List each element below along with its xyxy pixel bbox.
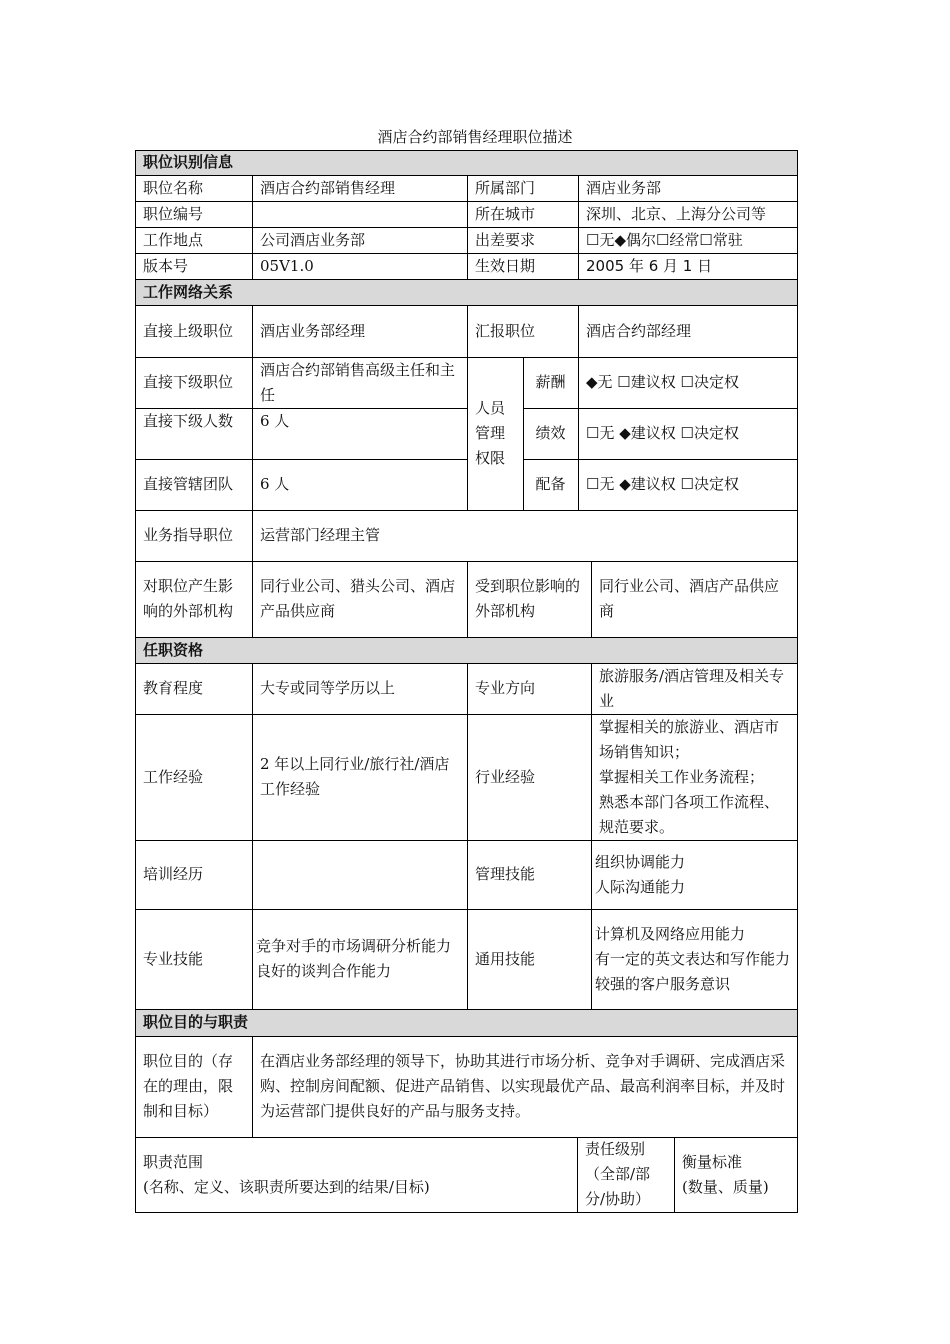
rule: [523, 357, 524, 510]
measure-sub: (数量、质量): [682, 1177, 769, 1196]
staffing-value: ☐无 ◆建议权 ☐决定权: [586, 475, 739, 493]
section-network: 工作网络关系: [135, 279, 798, 305]
mgmt-label: 管理技能: [475, 865, 536, 883]
city-label: 所在城市: [475, 204, 536, 223]
scope-label: 职责范围: [143, 1152, 204, 1171]
affected-value: 同行业公司、酒店产品供应商: [599, 577, 780, 620]
performance-label: 绩效: [535, 424, 566, 442]
mgmt-value: 组织协调能力 人际沟通能力: [595, 852, 686, 896]
guidance-value: 运营部门经理主管: [260, 526, 381, 544]
version-label: 版本号: [143, 256, 189, 275]
purpose-label: 职位目的（存在的理由，限制和目标）: [143, 1052, 234, 1120]
pro-value: 竞争对手的市场调研分析能力 良好的谈判合作能力: [256, 937, 452, 980]
rule: [135, 1137, 798, 1138]
effective-value: 2005 年 6 月 1 日: [586, 256, 713, 275]
experience-label: 工作经验: [143, 767, 204, 786]
travel-label: 出差要求: [475, 230, 536, 249]
position-code-label: 职位编号: [143, 204, 204, 223]
experience-value: 2 年以上同行业/旅行社/酒店工作经验: [260, 755, 450, 798]
section-qualifications: 任职资格: [135, 637, 798, 663]
rule: [252, 1036, 253, 1137]
purpose-text: 在酒店业务部经理的领导下，协助其进行市场分析、竞争对手调研、完成酒店采购、控制房间配额、促进产品销售、以实现最优产品、最高利润率目标，并及时为运营部门提供良好的产品与服务支持。: [260, 1052, 786, 1120]
department-label: 所属部门: [475, 178, 536, 197]
superior-value: 酒店业务部经理: [260, 321, 366, 340]
department-value: 酒店业务部: [586, 178, 662, 197]
salary-value: ◆无 ☐建议权 ☐决定权: [586, 373, 739, 391]
city-value: 深圳、北京、上海分公司等: [586, 204, 767, 223]
major-label: 专业方向: [475, 679, 536, 697]
rule: [135, 150, 136, 1213]
report-value: 酒店合约部经理: [586, 321, 692, 340]
performance-value: ☐无 ◆建议权 ☐决定权: [586, 424, 739, 442]
rule: [135, 279, 798, 280]
rule: [135, 1009, 798, 1010]
scope-sub: (名称、定义、该职责所要达到的结果/目标): [143, 1177, 430, 1196]
rule: [467, 175, 468, 279]
education-value: 大专或同等学历以上: [260, 679, 396, 697]
rule: [467, 561, 468, 637]
position-name-value: 酒店合约部销售经理: [260, 178, 396, 197]
rule: [135, 150, 798, 151]
rule: [591, 561, 592, 637]
scope-header: [135, 1137, 577, 1212]
industry-value: 掌握相关的旅游业、酒店市场销售知识； 掌握相关工作业务流程； 熟悉本部门各项工作流程、规范要求。: [599, 717, 780, 836]
education-label: 教育程度: [143, 679, 204, 697]
rule: [252, 175, 253, 279]
rule: [523, 408, 798, 409]
rule: [135, 1036, 798, 1037]
level-label: 责任级别（全部/部分/协助）: [585, 1140, 651, 1208]
subordinate-label: 直接下级职位: [143, 373, 234, 391]
rule: [578, 305, 579, 510]
rule: [467, 663, 468, 1009]
rule: [135, 510, 798, 511]
rule: [135, 1212, 798, 1213]
rule: [252, 305, 253, 637]
general-value: 计算机及网络应用能力 有一定的英文表达和写作能力 较强的客户服务意识: [595, 924, 791, 993]
report-label: 汇报职位: [475, 321, 536, 340]
section-identity: 职位识别信息: [135, 150, 798, 175]
pro-label: 专业技能: [143, 949, 204, 968]
version-value: 05V1.0: [260, 256, 314, 275]
effective-label: 生效日期: [475, 256, 536, 275]
ext-influence-label: 对职位产生影响的外部机构: [143, 577, 234, 620]
rule: [135, 459, 467, 460]
rule: [674, 1137, 675, 1212]
subordinate-value: 酒店合约部销售高级主任和主任: [260, 360, 456, 404]
rule: [252, 663, 253, 1009]
ext-influence-value: 同行业公司、猎头公司、酒店产品供应商: [260, 577, 456, 620]
general-label: 通用技能: [475, 949, 536, 968]
location-value: 公司酒店业务部: [260, 230, 366, 249]
sub-count-value: 6 人: [260, 412, 290, 430]
authority-label: 人员管理权限: [475, 399, 506, 467]
training-label: 培训经历: [143, 865, 204, 883]
measure-label: 衡量标准: [682, 1152, 743, 1171]
rule: [797, 150, 798, 1213]
travel-value: ☐无◆偶尔☐经常☐常驻: [586, 230, 743, 249]
section-purpose: 职位目的与职责: [135, 1009, 798, 1036]
position-code-value: [252, 201, 467, 227]
staffing-label: 配备: [535, 475, 566, 493]
rule: [135, 408, 467, 409]
team-label: 直接管辖团队: [143, 475, 234, 493]
measure-header: [674, 1137, 798, 1212]
salary-label: 薪酬: [535, 373, 566, 391]
location-label: 工作地点: [143, 230, 204, 249]
position-name-label: 职位名称: [143, 178, 204, 197]
industry-label: 行业经验: [475, 767, 536, 786]
rule: [523, 459, 798, 460]
rule: [578, 175, 579, 279]
training-value: [252, 840, 467, 909]
superior-label: 直接上级职位: [143, 321, 234, 340]
guidance-label: 业务指导职位: [143, 526, 234, 544]
team-value: 6 人: [260, 475, 290, 493]
rule: [467, 305, 468, 510]
sub-count-label: 直接下级人数: [143, 412, 234, 430]
major-value: 旅游服务/酒店管理及相关专业: [599, 666, 785, 710]
rule: [135, 637, 798, 638]
rule: [591, 663, 592, 1009]
affected-label: 受到职位影响的外部机构: [475, 577, 581, 620]
document-title: 酒店合约部销售经理职位描述: [377, 128, 573, 146]
rule: [577, 1137, 578, 1212]
